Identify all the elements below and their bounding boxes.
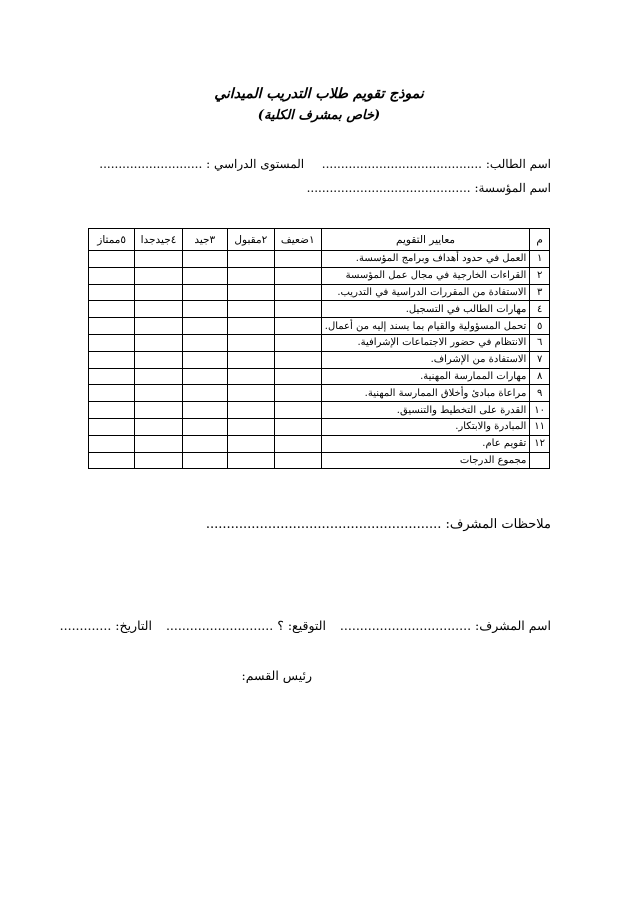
criterion-cell: تقويم عام. xyxy=(321,435,530,452)
row-number: ٩ xyxy=(530,385,550,402)
score-cell-acceptable[interactable] xyxy=(227,402,274,419)
score-cell-weak[interactable] xyxy=(274,385,321,402)
score-cell-very-good[interactable] xyxy=(135,402,182,419)
table-row xyxy=(89,251,550,268)
score-cell-very-good[interactable] xyxy=(135,284,182,301)
score-cell-weak[interactable] xyxy=(274,351,321,368)
supervisor-name-label: اسم المشرف: xyxy=(475,618,551,633)
row-number: ٦ xyxy=(530,334,550,351)
col-good-header: ٣جيد xyxy=(182,229,227,251)
score-cell-very-good[interactable] xyxy=(135,267,182,284)
score-cell-good[interactable] xyxy=(182,351,227,368)
student-line xyxy=(99,157,551,171)
score-cell-excellent[interactable] xyxy=(89,418,135,435)
row-number: ١٢ xyxy=(530,435,550,452)
study-level-label: المستوى الدراسي : xyxy=(206,157,305,171)
criterion-cell: القدرة على التخطيط والتنسيق. xyxy=(321,402,530,419)
criterion-cell: العمل في حدود أهداف وبرامج المؤسسة. xyxy=(321,251,530,268)
table-row xyxy=(89,385,550,402)
table-row xyxy=(89,435,550,452)
score-cell-good[interactable] xyxy=(182,318,227,335)
col-num-header: م xyxy=(530,229,550,251)
score-cell-very-good[interactable] xyxy=(135,334,182,351)
student-name-field[interactable]: .......................................... xyxy=(321,157,482,171)
row-number: ١ xyxy=(530,251,550,268)
col-very-good-header: ٤جيدجدا xyxy=(135,229,182,251)
total-row-number xyxy=(530,452,550,469)
row-number: ٨ xyxy=(530,368,550,385)
col-weak-header: ١ضعيف xyxy=(274,229,321,251)
institution-field[interactable]: ........................................... xyxy=(306,181,471,195)
table-row xyxy=(89,368,550,385)
criterion-cell: الاستفادة من الإشراف. xyxy=(321,351,530,368)
total-label: مجموع الدرجات xyxy=(321,452,530,469)
score-cell-excellent[interactable] xyxy=(89,301,135,318)
row-number: ١١ xyxy=(530,418,550,435)
score-cell-weak[interactable] xyxy=(274,435,321,452)
score-cell-acceptable[interactable] xyxy=(227,385,274,402)
supervisor-notes-field[interactable]: ......................................................... xyxy=(205,517,442,532)
table-row xyxy=(89,318,550,335)
score-cell-excellent[interactable] xyxy=(89,402,135,419)
supervisor-notes-label: ملاحظات المشرف: xyxy=(445,517,551,532)
total-cell-excellent[interactable] xyxy=(89,452,135,469)
score-cell-excellent[interactable] xyxy=(89,318,135,335)
score-cell-acceptable[interactable] xyxy=(227,318,274,335)
score-cell-acceptable[interactable] xyxy=(227,267,274,284)
col-criteria-header: معايير التقويم xyxy=(321,229,530,251)
score-cell-weak[interactable] xyxy=(274,301,321,318)
signature-field[interactable]: ........................... xyxy=(165,618,274,633)
score-cell-excellent[interactable] xyxy=(89,385,135,402)
score-cell-weak[interactable] xyxy=(274,334,321,351)
supervisor-notes-line xyxy=(206,517,551,532)
row-number: ١٠ xyxy=(530,402,550,419)
score-cell-excellent[interactable] xyxy=(89,334,135,351)
score-cell-weak[interactable] xyxy=(274,284,321,301)
department-head-label: رئيس القسم: xyxy=(241,668,312,683)
score-cell-weak[interactable] xyxy=(274,318,321,335)
score-cell-excellent[interactable] xyxy=(89,368,135,385)
total-cell-good[interactable] xyxy=(182,452,227,469)
score-cell-weak[interactable] xyxy=(274,267,321,284)
table-row xyxy=(89,351,550,368)
institution-label: اسم المؤسسة: xyxy=(474,181,551,195)
score-cell-good[interactable] xyxy=(182,368,227,385)
criterion-cell: القراءات الخارجية في مجال عمل المؤسسة xyxy=(321,267,530,284)
table-row xyxy=(89,418,550,435)
total-cell-acceptable[interactable] xyxy=(227,452,274,469)
score-cell-weak[interactable] xyxy=(274,251,321,268)
criterion-cell: الانتظام في حضور الاجتماعات الإشرافية. xyxy=(321,334,530,351)
criterion-cell: مراعاة مبادئ وأخلاق الممارسة المهنية. xyxy=(321,385,530,402)
score-cell-acceptable[interactable] xyxy=(227,351,274,368)
table-row xyxy=(89,402,550,419)
score-cell-weak[interactable] xyxy=(274,418,321,435)
score-cell-excellent[interactable] xyxy=(89,267,135,284)
score-cell-weak[interactable] xyxy=(274,402,321,419)
score-cell-acceptable[interactable] xyxy=(227,368,274,385)
score-cell-very-good[interactable] xyxy=(135,251,182,268)
student-name-label: اسم الطالب: xyxy=(485,157,551,171)
score-cell-very-good[interactable] xyxy=(135,351,182,368)
score-cell-very-good[interactable] xyxy=(135,301,182,318)
score-cell-good[interactable] xyxy=(182,267,227,284)
date-field[interactable]: ............. xyxy=(59,618,112,633)
score-cell-acceptable[interactable] xyxy=(227,435,274,452)
row-number: ٣ xyxy=(530,284,550,301)
score-cell-excellent[interactable] xyxy=(89,435,135,452)
study-level-field[interactable]: ........................... xyxy=(99,157,203,171)
table-row xyxy=(89,267,550,284)
score-cell-very-good[interactable] xyxy=(135,368,182,385)
score-cell-good[interactable] xyxy=(182,418,227,435)
score-cell-acceptable[interactable] xyxy=(227,418,274,435)
criterion-cell: الاستفادة من المقررات الدراسية في التدريب. xyxy=(321,284,530,301)
institution-line xyxy=(307,181,551,195)
signature-line xyxy=(60,618,551,633)
score-cell-good[interactable] xyxy=(182,435,227,452)
criterion-cell: تحمل المسؤولية والقيام بما يسند إليه من أعمال. xyxy=(321,318,530,335)
table-row xyxy=(89,301,550,318)
row-number: ٢ xyxy=(530,267,550,284)
score-cell-good[interactable] xyxy=(182,334,227,351)
supervisor-name-field[interactable]: ................................. xyxy=(339,618,472,633)
criterion-cell: المبادرة والابتكار. xyxy=(321,418,530,435)
total-row xyxy=(89,452,550,469)
score-cell-acceptable[interactable] xyxy=(227,334,274,351)
score-cell-very-good[interactable] xyxy=(135,385,182,402)
total-cell-very-good[interactable] xyxy=(135,452,182,469)
score-cell-excellent[interactable] xyxy=(89,284,135,301)
total-cell-weak[interactable] xyxy=(274,452,321,469)
evaluation-table-body xyxy=(89,251,550,469)
row-number: ٤ xyxy=(530,301,550,318)
signature-label: التوقيع: ؟ xyxy=(277,618,326,633)
score-cell-acceptable[interactable] xyxy=(227,284,274,301)
form-subtitle: (خاص بمشرف الكلية) xyxy=(257,108,381,123)
score-cell-good[interactable] xyxy=(182,251,227,268)
form-title: نموذج تقويم طلاب التدريب الميداني xyxy=(214,86,424,102)
col-excellent-header: ٥ممتاز xyxy=(89,229,135,251)
score-cell-good[interactable] xyxy=(182,385,227,402)
table-header-row xyxy=(89,229,550,251)
row-number: ٥ xyxy=(530,318,550,335)
criterion-cell: مهارات الممارسة المهنية. xyxy=(321,368,530,385)
evaluation-table xyxy=(88,228,550,469)
row-number: ٧ xyxy=(530,351,550,368)
score-cell-excellent[interactable] xyxy=(89,351,135,368)
score-cell-very-good[interactable] xyxy=(135,435,182,452)
table-row xyxy=(89,284,550,301)
criterion-cell: مهارات الطالب في التسجيل. xyxy=(321,301,530,318)
score-cell-good[interactable] xyxy=(182,402,227,419)
score-cell-excellent[interactable] xyxy=(89,251,135,268)
score-cell-acceptable[interactable] xyxy=(227,251,274,268)
date-label: التاريخ: xyxy=(115,618,152,633)
score-cell-very-good[interactable] xyxy=(135,318,182,335)
score-cell-acceptable[interactable] xyxy=(227,301,274,318)
col-acceptable-header: ٢مقبول xyxy=(227,229,274,251)
score-cell-good[interactable] xyxy=(182,284,227,301)
score-cell-weak[interactable] xyxy=(274,368,321,385)
score-cell-very-good[interactable] xyxy=(135,418,182,435)
score-cell-good[interactable] xyxy=(182,301,227,318)
table-row xyxy=(89,334,550,351)
